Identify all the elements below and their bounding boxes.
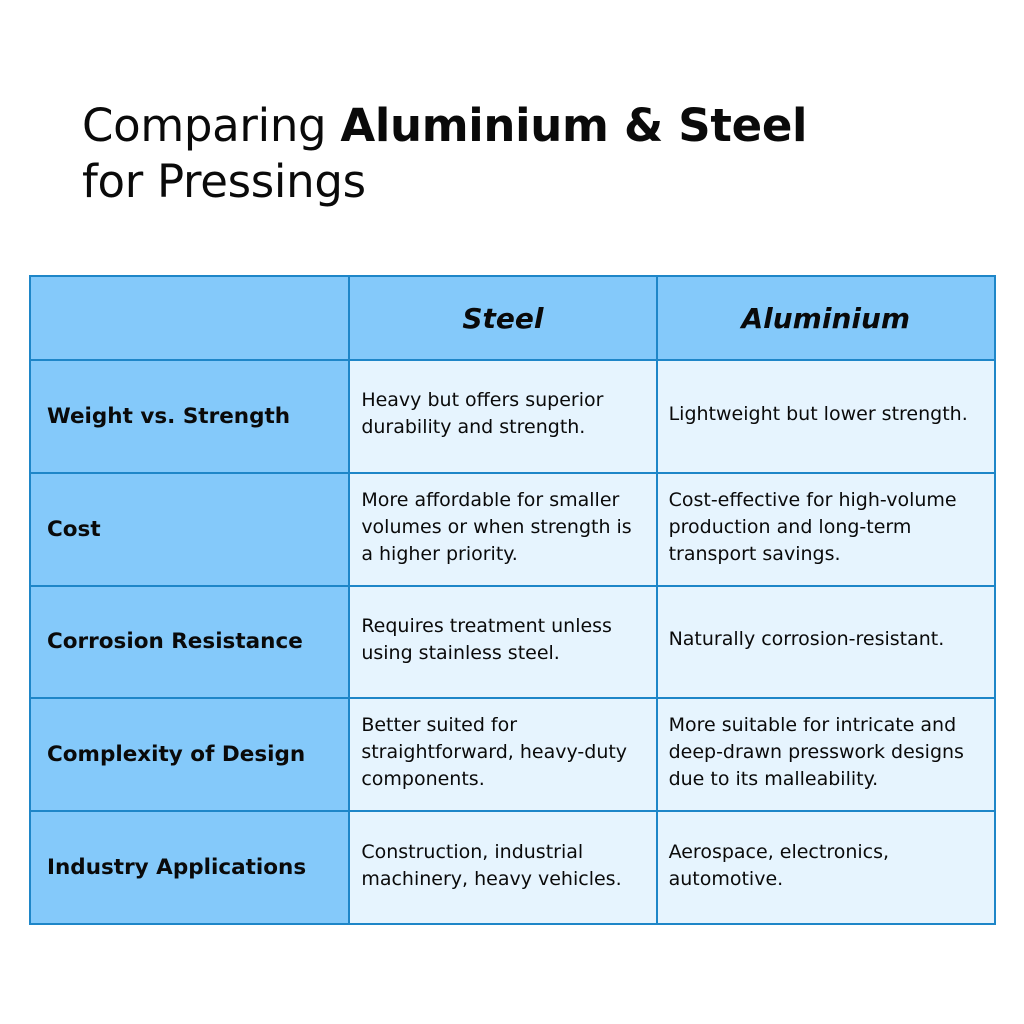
aluminium-cell: Lightweight but lower strength. [657,360,995,473]
row-label-cost: Cost [30,473,349,586]
row-label-weight-vs-strength: Weight vs. Strength [30,360,349,473]
corner-cell [30,276,349,360]
comparison-table [29,275,996,925]
header-row [30,276,995,360]
title-emphasis: Aluminium & Steel [340,99,808,152]
table-row [30,698,995,811]
title-prefix: Comparing [82,99,341,152]
column-header-steel: Steel [349,276,656,360]
page-title [82,98,982,210]
column-header-aluminium: Aluminium [657,276,995,360]
aluminium-cell: Cost-effective for high-volume production and long-term transport savings. [657,473,995,586]
title-line-2: for Pressings [82,155,366,208]
table-row [30,360,995,473]
steel-cell: Requires treatment unless using stainless steel. [349,586,656,699]
steel-cell: Heavy but offers superior durability and strength. [349,360,656,473]
row-label-corrosion-resistance: Corrosion Resistance [30,586,349,699]
aluminium-cell: Naturally corrosion-resistant. [657,586,995,699]
table-row [30,473,995,586]
steel-cell: Construction, industrial machinery, heavy vehicles. [349,811,656,924]
table-row [30,811,995,924]
row-label-complexity-of-design: Complexity of Design [30,698,349,811]
steel-cell: Better suited for straightforward, heavy-duty components. [349,698,656,811]
table-row [30,586,995,699]
aluminium-cell: Aerospace, electronics, automotive. [657,811,995,924]
aluminium-cell: More suitable for intricate and deep-drawn presswork designs due to its malleability. [657,698,995,811]
row-label-industry-applications: Industry Applications [30,811,349,924]
steel-cell: More affordable for smaller volumes or when strength is a higher priority. [349,473,656,586]
